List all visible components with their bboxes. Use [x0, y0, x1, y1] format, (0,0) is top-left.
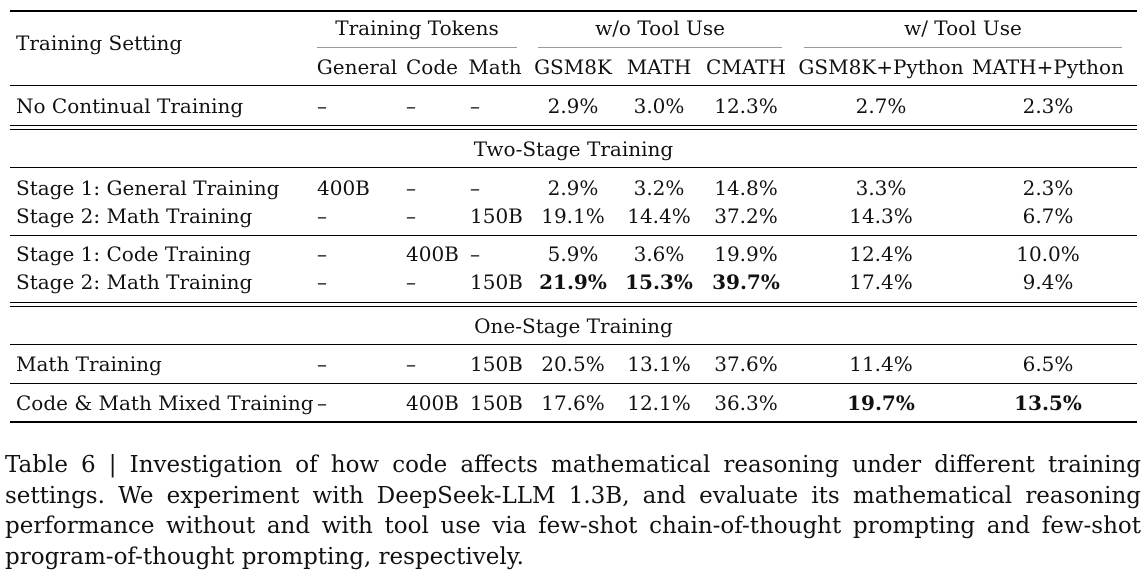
row-setting: Stage 1: Code Training — [16, 242, 251, 266]
with-tool-group-rule — [804, 47, 1122, 48]
cell-gsm8k: 2.9% — [547, 176, 599, 200]
row-setting: Math Training — [16, 352, 162, 376]
cell-math-python: 2.3% — [1022, 176, 1074, 200]
cell-math-python: 2.3% — [1022, 94, 1074, 118]
cell-code: 400B — [406, 242, 459, 266]
cell-cmath: 12.3% — [714, 94, 778, 118]
header-without-tool-use: w/o Tool Use — [595, 16, 725, 40]
double-rule-1a — [10, 125, 1137, 126]
header-code: Code — [406, 55, 458, 79]
cell-code: – — [406, 176, 416, 200]
cell-cmath: 37.2% — [714, 204, 778, 228]
cell-gsm8k-python: 12.4% — [849, 242, 913, 266]
cell-gsm8k-python: 11.4% — [849, 352, 913, 376]
cell-math: – — [470, 176, 480, 200]
cell-cmath-best: 39.7% — [712, 270, 780, 294]
row-setting: Stage 2: Math Training — [16, 204, 253, 228]
double-rule-1b — [10, 129, 1137, 130]
cell-general: – — [317, 94, 327, 118]
cell-math-python: 6.5% — [1022, 352, 1074, 376]
tokens-group-rule — [317, 47, 517, 48]
double-rule-2a — [10, 302, 1137, 303]
cell-math-bench: 3.6% — [633, 242, 685, 266]
cell-gsm8k: 5.9% — [547, 242, 599, 266]
cell-math: 150B — [470, 352, 523, 376]
cell-code: – — [406, 352, 416, 376]
row-setting: Stage 1: General Training — [16, 176, 280, 200]
cell-math-bench-best: 15.3% — [625, 270, 693, 294]
cell-gsm8k-python: 2.7% — [855, 94, 907, 118]
cell-math: 150B — [470, 204, 523, 228]
header-rule — [10, 85, 1137, 86]
header-training-tokens: Training Tokens — [335, 16, 499, 40]
bottom-rule — [10, 421, 1137, 423]
table-caption: Table 6 | Investigation of how code affects mathematical reasoning under different training settings. We experiment with DeepSeek-LLM 1.3B, and evaluate its mathematical reasoning performance without and with tool use via few-shot chain-of-thought prompting and few-shot program-of-thought prompting, respectively. — [5, 452, 1141, 570]
cell-general: – — [317, 242, 327, 266]
cell-gsm8k-best: 21.9% — [539, 270, 607, 294]
double-rule-2b — [10, 306, 1137, 307]
cell-math: – — [470, 242, 480, 266]
top-rule — [10, 10, 1137, 12]
mixed-divider-rule — [10, 383, 1137, 384]
cell-math-python: 9.4% — [1022, 270, 1074, 294]
cell-math-bench: 14.4% — [627, 204, 691, 228]
cell-code: – — [406, 204, 416, 228]
cell-gsm8k-python: 17.4% — [849, 270, 913, 294]
header-training-setting: Training Setting — [16, 31, 183, 55]
cell-general: 400B — [317, 176, 370, 200]
cell-cmath: 19.9% — [714, 242, 778, 266]
one-stage-rule — [10, 344, 1137, 345]
row-setting: Code & Math Mixed Training — [16, 391, 314, 415]
cell-gsm8k: 2.9% — [547, 94, 599, 118]
header-cmath: CMATH — [706, 55, 786, 79]
cell-math-python: 10.0% — [1016, 242, 1080, 266]
cell-cmath: 36.3% — [714, 391, 778, 415]
header-gsm8k: GSM8K — [534, 55, 612, 79]
header-math: Math — [468, 55, 522, 79]
cell-gsm8k-python: 3.3% — [855, 176, 907, 200]
header-math-bench: MATH — [626, 55, 692, 79]
cell-gsm8k: 17.6% — [541, 391, 605, 415]
cell-code: – — [406, 94, 416, 118]
cell-general: – — [317, 391, 327, 415]
cell-math-bench: 12.1% — [627, 391, 691, 415]
cell-gsm8k: 20.5% — [541, 352, 605, 376]
cell-cmath: 14.8% — [714, 176, 778, 200]
cell-code: 400B — [406, 391, 459, 415]
cell-gsm8k-python-best: 19.7% — [847, 391, 915, 415]
cell-gsm8k: 19.1% — [541, 204, 605, 228]
group-divider-rule — [10, 235, 1137, 236]
two-stage-rule — [10, 167, 1137, 168]
cell-math-bench: 13.1% — [627, 352, 691, 376]
cell-gsm8k-python: 14.3% — [849, 204, 913, 228]
without-tool-group-rule — [538, 47, 782, 48]
row-setting: Stage 2: Math Training — [16, 270, 253, 294]
header-gsm8k-python: GSM8K+Python — [798, 55, 964, 79]
section-one-stage: One-Stage Training — [474, 314, 673, 338]
header-math-python: MATH+Python — [972, 55, 1124, 79]
cell-general: – — [317, 352, 327, 376]
cell-math-python-best: 13.5% — [1014, 391, 1082, 415]
cell-general: – — [317, 204, 327, 228]
cell-general: – — [317, 270, 327, 294]
header-with-tool-use: w/ Tool Use — [904, 16, 1022, 40]
cell-math: 150B — [470, 270, 523, 294]
cell-cmath: 37.6% — [714, 352, 778, 376]
cell-math-bench: 3.2% — [633, 176, 685, 200]
row-setting: No Continual Training — [16, 94, 244, 118]
cell-code: – — [406, 270, 416, 294]
header-general: General — [316, 55, 398, 79]
cell-math-python: 6.7% — [1022, 204, 1074, 228]
cell-math: – — [470, 94, 480, 118]
cell-math: 150B — [470, 391, 523, 415]
cell-math-bench: 3.0% — [633, 94, 685, 118]
section-two-stage: Two-Stage Training — [473, 137, 674, 161]
